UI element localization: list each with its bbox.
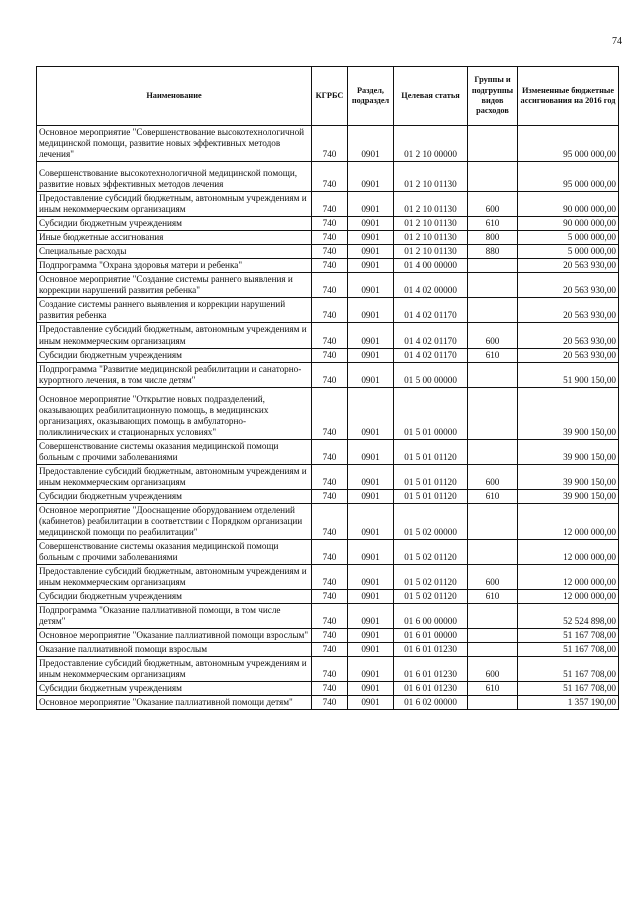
row-expense-group: 610 xyxy=(468,217,518,231)
row-name: Основное мероприятие "Создание системы раннего выявления и коррекции нарушений развития ребенка" xyxy=(37,273,312,298)
row-kgrbs: 740 xyxy=(312,590,348,604)
table-row xyxy=(37,298,619,323)
row-kgrbs: 740 xyxy=(312,273,348,298)
row-amount: 20 563 930,00 xyxy=(518,259,619,273)
row-kgrbs: 740 xyxy=(312,489,348,503)
row-name: Специальные расходы xyxy=(37,245,312,259)
table-row xyxy=(37,245,619,259)
row-amount: 20 563 930,00 xyxy=(518,298,619,323)
row-kgrbs: 740 xyxy=(312,348,348,362)
row-name: Предоставление субсидий бюджетным, автономным учреждениям и иным некоммерческим организациям xyxy=(37,323,312,348)
row-section: 0901 xyxy=(348,162,394,192)
row-target-article: 01 6 01 01230 xyxy=(394,682,468,696)
header-kgrbs: КГРБС xyxy=(312,67,348,126)
row-name: Субсидии бюджетным учреждениям xyxy=(37,682,312,696)
row-name: Предоставление субсидий бюджетным, автономным учреждениям и иным некоммерческим организациям xyxy=(37,657,312,682)
table-row xyxy=(37,489,619,503)
row-target-article: 01 2 10 01130 xyxy=(394,217,468,231)
table-row xyxy=(37,629,619,643)
row-target-article: 01 4 02 01170 xyxy=(394,298,468,323)
row-kgrbs: 740 xyxy=(312,126,348,162)
row-amount: 95 000 000,00 xyxy=(518,162,619,192)
row-section: 0901 xyxy=(348,217,394,231)
row-kgrbs: 740 xyxy=(312,629,348,643)
table-row xyxy=(37,657,619,682)
row-expense-group: 610 xyxy=(468,590,518,604)
row-kgrbs: 740 xyxy=(312,245,348,259)
row-target-article: 01 2 10 01130 xyxy=(394,231,468,245)
row-expense-group: 880 xyxy=(468,245,518,259)
row-target-article: 01 6 01 01230 xyxy=(394,657,468,682)
table-row xyxy=(37,540,619,565)
row-expense-group xyxy=(468,629,518,643)
row-target-article: 01 6 00 00000 xyxy=(394,604,468,629)
row-section: 0901 xyxy=(348,348,394,362)
row-amount: 52 524 898,00 xyxy=(518,604,619,629)
row-expense-group xyxy=(468,696,518,710)
table-row xyxy=(37,323,619,348)
table-row xyxy=(37,273,619,298)
table-row xyxy=(37,590,619,604)
row-amount: 20 563 930,00 xyxy=(518,323,619,348)
row-name: Основное мероприятие "Открытие новых подразделений, оказывающих реабилитационную помощь, в медицинских организациях, оказывающих помощь в амбулаторно-поликлинических и стационарных условиях" xyxy=(37,387,312,439)
table-row xyxy=(37,503,619,539)
row-expense-group xyxy=(468,604,518,629)
row-kgrbs: 740 xyxy=(312,323,348,348)
row-name: Субсидии бюджетным учреждениям xyxy=(37,489,312,503)
row-target-article: 01 6 02 00000 xyxy=(394,696,468,710)
row-amount: 12 000 000,00 xyxy=(518,503,619,539)
table-row xyxy=(37,362,619,387)
row-target-article: 01 5 01 01120 xyxy=(394,489,468,503)
row-kgrbs: 740 xyxy=(312,643,348,657)
row-section: 0901 xyxy=(348,126,394,162)
row-section: 0901 xyxy=(348,590,394,604)
row-target-article: 01 5 02 01120 xyxy=(394,565,468,590)
row-section: 0901 xyxy=(348,629,394,643)
row-kgrbs: 740 xyxy=(312,217,348,231)
row-section: 0901 xyxy=(348,540,394,565)
row-expense-group xyxy=(468,126,518,162)
header-target: Целевая статья xyxy=(394,67,468,126)
row-expense-group: 600 xyxy=(468,464,518,489)
row-expense-group xyxy=(468,503,518,539)
row-name: Предоставление субсидий бюджетным, автономным учреждениям и иным некоммерческим организациям xyxy=(37,565,312,590)
row-amount: 95 000 000,00 xyxy=(518,126,619,162)
row-amount: 39 900 150,00 xyxy=(518,439,619,464)
table-row xyxy=(37,387,619,439)
row-section: 0901 xyxy=(348,565,394,590)
table-row xyxy=(37,217,619,231)
row-expense-group xyxy=(468,540,518,565)
row-expense-group: 610 xyxy=(468,348,518,362)
row-kgrbs: 740 xyxy=(312,362,348,387)
row-kgrbs: 740 xyxy=(312,503,348,539)
row-expense-group: 800 xyxy=(468,231,518,245)
row-section: 0901 xyxy=(348,387,394,439)
row-amount: 12 000 000,00 xyxy=(518,590,619,604)
row-section: 0901 xyxy=(348,696,394,710)
page-number: 74 xyxy=(612,36,622,47)
row-target-article: 01 2 10 01130 xyxy=(394,245,468,259)
row-expense-group xyxy=(468,273,518,298)
row-target-article: 01 5 02 00000 xyxy=(394,503,468,539)
row-amount: 20 563 930,00 xyxy=(518,273,619,298)
row-section: 0901 xyxy=(348,362,394,387)
table-row xyxy=(37,439,619,464)
row-amount: 5 000 000,00 xyxy=(518,231,619,245)
row-kgrbs: 740 xyxy=(312,192,348,217)
row-amount: 51 167 708,00 xyxy=(518,643,619,657)
row-section: 0901 xyxy=(348,489,394,503)
row-amount: 39 900 150,00 xyxy=(518,489,619,503)
row-kgrbs: 740 xyxy=(312,298,348,323)
row-kgrbs: 740 xyxy=(312,657,348,682)
row-target-article: 01 6 01 01230 xyxy=(394,643,468,657)
row-section: 0901 xyxy=(348,604,394,629)
row-expense-group: 600 xyxy=(468,192,518,217)
row-expense-group xyxy=(468,387,518,439)
row-target-article: 01 4 02 01170 xyxy=(394,348,468,362)
row-kgrbs: 740 xyxy=(312,387,348,439)
row-target-article: 01 5 01 00000 xyxy=(394,387,468,439)
row-amount: 51 167 708,00 xyxy=(518,657,619,682)
row-section: 0901 xyxy=(348,231,394,245)
table-row xyxy=(37,696,619,710)
row-amount: 51 900 150,00 xyxy=(518,362,619,387)
row-target-article: 01 2 10 00000 xyxy=(394,126,468,162)
row-section: 0901 xyxy=(348,682,394,696)
row-section: 0901 xyxy=(348,439,394,464)
table-row xyxy=(37,192,619,217)
row-expense-group: 610 xyxy=(468,489,518,503)
row-name: Оказание паллиативной помощи взрослым xyxy=(37,643,312,657)
row-kgrbs: 740 xyxy=(312,604,348,629)
row-section: 0901 xyxy=(348,259,394,273)
row-section: 0901 xyxy=(348,192,394,217)
row-name: Совершенствование системы оказания медицинской помощи больным с прочими заболеваниями xyxy=(37,439,312,464)
row-target-article: 01 5 01 01120 xyxy=(394,439,468,464)
row-name: Основное мероприятие "Оказание паллиативной помощи детям" xyxy=(37,696,312,710)
row-amount: 39 900 150,00 xyxy=(518,464,619,489)
row-section: 0901 xyxy=(348,245,394,259)
row-section: 0901 xyxy=(348,464,394,489)
row-amount: 5 000 000,00 xyxy=(518,245,619,259)
row-target-article: 01 5 01 01120 xyxy=(394,464,468,489)
row-name: Подпрограмма "Охрана здоровья матери и ребенка" xyxy=(37,259,312,273)
row-name: Иные бюджетные ассигнования xyxy=(37,231,312,245)
row-name: Совершенствование высокотехнологичной медицинской помощи, развитие новых эффективных методов лечения xyxy=(37,162,312,192)
row-name: Основное мероприятие "Совершенствование высокотехнологичной медицинской помощи, развитие новых эффективных методов лечения" xyxy=(37,126,312,162)
row-expense-group: 600 xyxy=(468,657,518,682)
row-expense-group: 600 xyxy=(468,565,518,590)
row-target-article: 01 4 02 01170 xyxy=(394,323,468,348)
row-target-article: 01 6 01 00000 xyxy=(394,629,468,643)
row-name: Субсидии бюджетным учреждениям xyxy=(37,590,312,604)
table-row xyxy=(37,126,619,162)
row-target-article: 01 2 10 01130 xyxy=(394,162,468,192)
table-row xyxy=(37,604,619,629)
row-name: Предоставление субсидий бюджетным, автономным учреждениям и иным некоммерческим организациям xyxy=(37,464,312,489)
table-row xyxy=(37,643,619,657)
row-amount: 39 900 150,00 xyxy=(518,387,619,439)
row-name: Субсидии бюджетным учреждениям xyxy=(37,217,312,231)
row-amount: 90 000 000,00 xyxy=(518,192,619,217)
row-kgrbs: 740 xyxy=(312,231,348,245)
row-section: 0901 xyxy=(348,323,394,348)
row-amount: 12 000 000,00 xyxy=(518,565,619,590)
table-row xyxy=(37,231,619,245)
row-kgrbs: 740 xyxy=(312,565,348,590)
row-amount: 90 000 000,00 xyxy=(518,217,619,231)
header-amount: Измененные бюджетные ассигнования на 2016 год xyxy=(518,67,619,126)
row-section: 0901 xyxy=(348,657,394,682)
row-kgrbs: 740 xyxy=(312,540,348,565)
row-expense-group xyxy=(468,298,518,323)
row-expense-group xyxy=(468,259,518,273)
row-name: Основное мероприятие "Оказание паллиативной помощи взрослым" xyxy=(37,629,312,643)
row-name: Субсидии бюджетным учреждениям xyxy=(37,348,312,362)
row-target-article: 01 4 02 00000 xyxy=(394,273,468,298)
row-kgrbs: 740 xyxy=(312,259,348,273)
row-amount: 20 563 930,00 xyxy=(518,348,619,362)
table-row xyxy=(37,348,619,362)
row-kgrbs: 740 xyxy=(312,682,348,696)
table-row xyxy=(37,464,619,489)
row-kgrbs: 740 xyxy=(312,696,348,710)
row-target-article: 01 2 10 01130 xyxy=(394,192,468,217)
row-section: 0901 xyxy=(348,298,394,323)
row-target-article: 01 5 02 01120 xyxy=(394,540,468,565)
table-row xyxy=(37,162,619,192)
header-groups: Группы и подгруппы видов расходов xyxy=(468,67,518,126)
row-name: Основное мероприятие "Дооснащение оборудованием отделений (кабинетов) реабилитации в соответствии с Порядком организации медицинской помощи по реабилитации" xyxy=(37,503,312,539)
row-amount: 51 167 708,00 xyxy=(518,682,619,696)
row-expense-group xyxy=(468,439,518,464)
row-amount: 1 357 190,00 xyxy=(518,696,619,710)
row-kgrbs: 740 xyxy=(312,162,348,192)
header-section: Раздел, подраздел xyxy=(348,67,394,126)
table-header-row xyxy=(37,67,619,126)
table-row xyxy=(37,565,619,590)
table-row xyxy=(37,682,619,696)
row-target-article: 01 4 00 00000 xyxy=(394,259,468,273)
row-expense-group xyxy=(468,643,518,657)
row-expense-group: 600 xyxy=(468,323,518,348)
row-name: Создание системы раннего выявления и коррекции нарушений развития ребенка xyxy=(37,298,312,323)
table-body xyxy=(37,126,619,710)
row-expense-group xyxy=(468,162,518,192)
row-name: Совершенствование системы оказания медицинской помощи больным с прочими заболеваниями xyxy=(37,540,312,565)
row-section: 0901 xyxy=(348,643,394,657)
row-expense-group: 610 xyxy=(468,682,518,696)
row-section: 0901 xyxy=(348,273,394,298)
row-amount: 51 167 708,00 xyxy=(518,629,619,643)
row-expense-group xyxy=(468,362,518,387)
table-row xyxy=(37,259,619,273)
row-target-article: 01 5 02 01120 xyxy=(394,590,468,604)
row-target-article: 01 5 00 00000 xyxy=(394,362,468,387)
row-name: Подпрограмма "Оказание паллиативной помощи, в том числе детям" xyxy=(37,604,312,629)
row-amount: 12 000 000,00 xyxy=(518,540,619,565)
row-kgrbs: 740 xyxy=(312,439,348,464)
row-name: Подпрограмма "Развитие медицинской реабилитации и санаторно-курортного лечения, в том числе детям" xyxy=(37,362,312,387)
header-name: Наименование xyxy=(37,67,312,126)
row-section: 0901 xyxy=(348,503,394,539)
budget-table xyxy=(36,66,619,710)
row-kgrbs: 740 xyxy=(312,464,348,489)
row-name: Предоставление субсидий бюджетным, автономным учреждениям и иным некоммерческим организациям xyxy=(37,192,312,217)
